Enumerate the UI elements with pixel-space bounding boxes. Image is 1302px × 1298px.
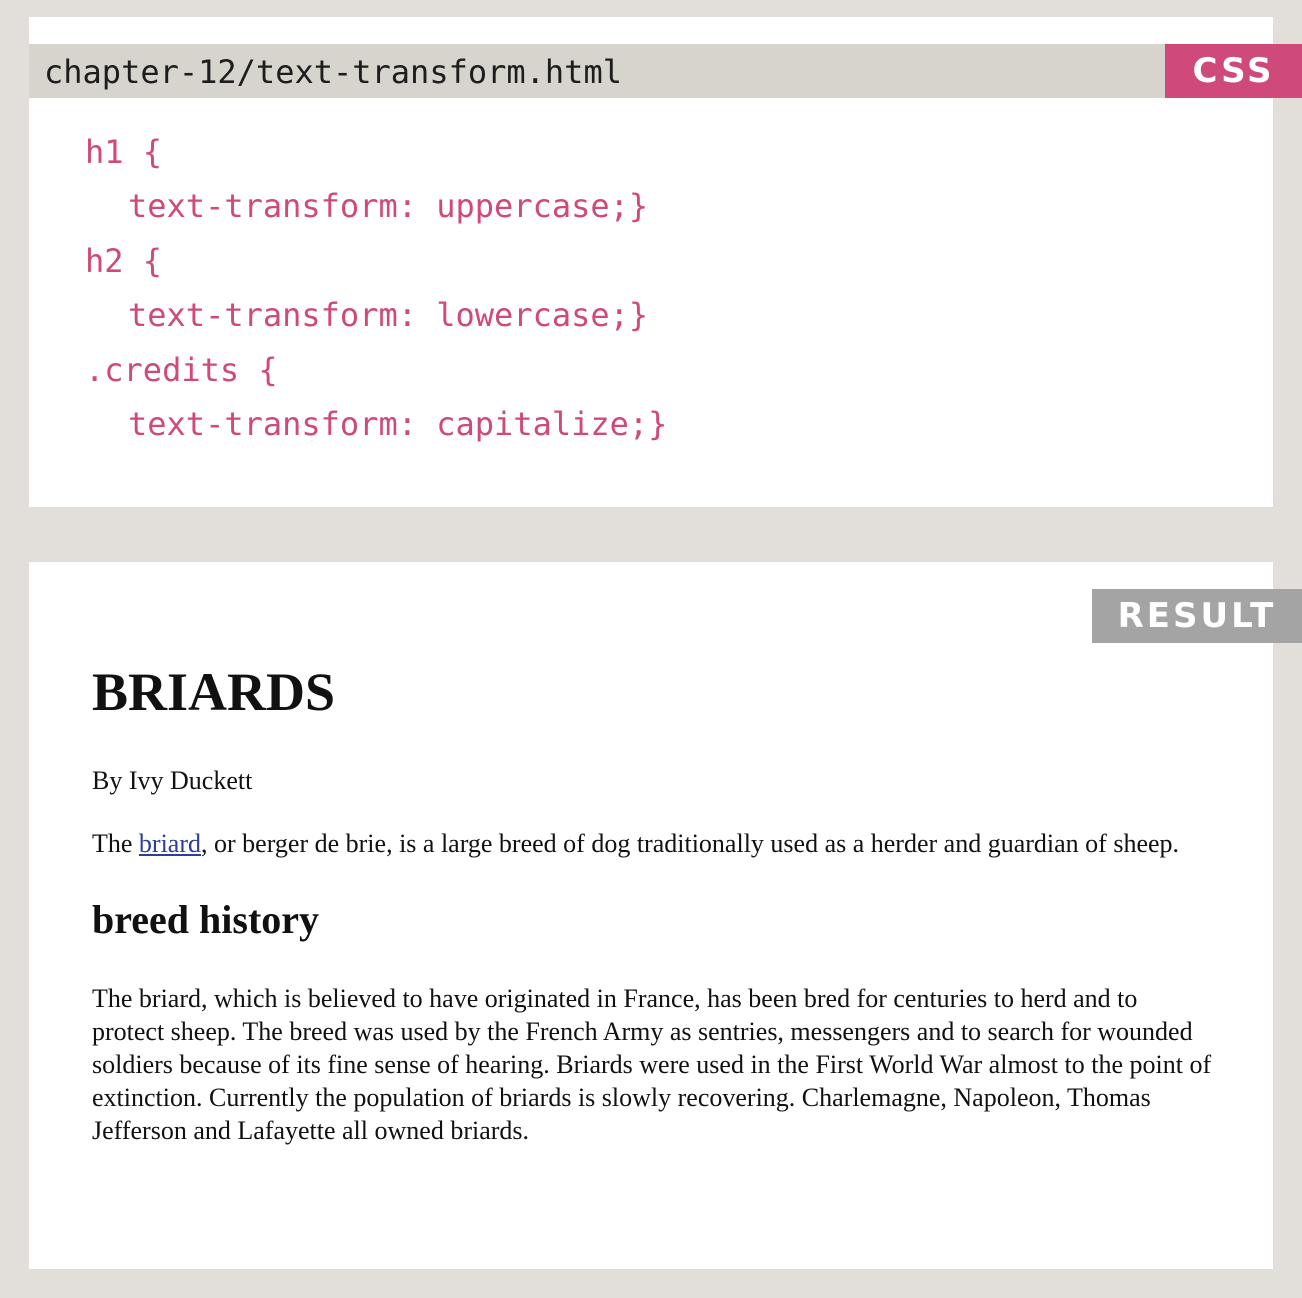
briard-link[interactable]: briard [138,829,202,858]
page-heading: BRIARDS [92,662,336,722]
result-page [92,655,1222,1147]
result-tag: RESULT [1092,589,1302,643]
history-paragraph: The briard, which is believed to have originated in France, has been bred for centuries to herd and to protect sheep. The breed was used by the French Army as sentries, messengers and to search for wounded soldiers because of its fine sense of hearing. Briards were used in the First World War almost to the point of extinction. Currently the population of briards is slowly recovering. Charlemagne, Napoleon, Thomas Jefferson and Lafayette all owned briards. [92,984,1212,1145]
file-name: chapter-12/text-transform.html [44,53,622,91]
section-heading: breed history [92,897,320,942]
file-name-bar [29,44,1273,98]
code-line: h2 { [85,241,163,280]
code-line: text-transform: uppercase;} [128,187,649,226]
code-line: text-transform: lowercase;} [128,296,649,335]
code-line: text-transform: capitalize;} [128,405,668,444]
code-block [85,125,667,451]
code-line: .credits { [85,350,278,389]
intro-text-end: , or berger de brie, is a large breed of dog traditionally used as a herder and guardian of sheep. [201,829,1180,858]
css-tag: CSS [1165,44,1302,98]
intro-paragraph [92,827,1222,860]
credits-byline: By Ivy Duckett [92,766,253,795]
code-line: h1 { [85,133,163,171]
intro-text-start: The [92,829,139,858]
